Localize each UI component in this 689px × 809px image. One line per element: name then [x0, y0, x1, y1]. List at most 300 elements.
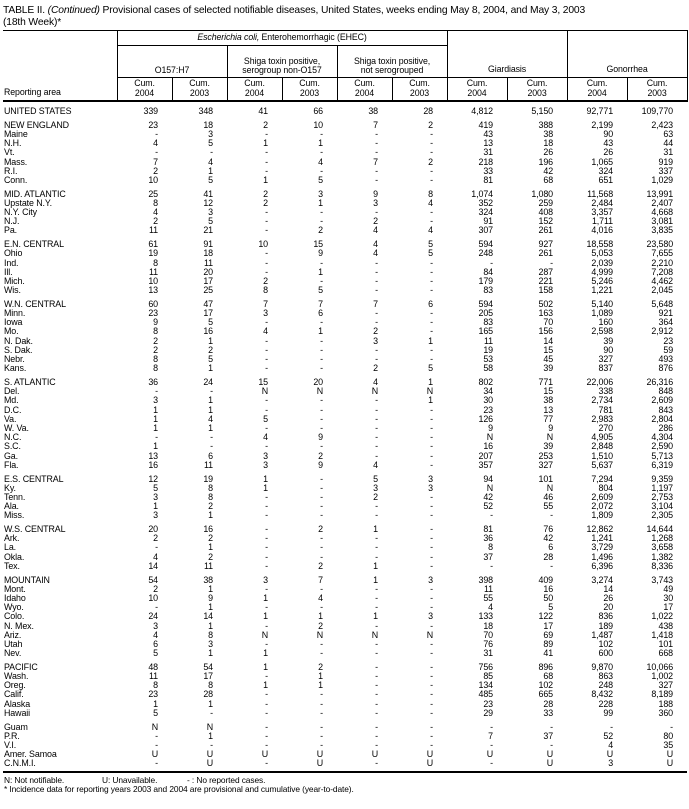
reporting-area-cell: Tex. [4, 560, 20, 571]
value-cell: 11 [148, 671, 158, 682]
value-cell: 6 [153, 638, 158, 649]
value-cell: - [430, 423, 434, 433]
value-cell: 22,006 [586, 376, 614, 387]
value-cell: 2,407 [651, 197, 674, 208]
value-cell: 248 [598, 680, 614, 691]
table-row-utah [3, 640, 687, 649]
value-cell: - [375, 501, 378, 512]
value-cell: U [546, 749, 554, 760]
value-cell: - [430, 138, 434, 149]
value-cell: 1 [263, 482, 268, 493]
value-cell: - [320, 395, 323, 406]
value-cell: - [320, 473, 323, 484]
value-cell: - [430, 721, 434, 732]
value-cell: - [320, 721, 323, 732]
value-cell: 60 [148, 298, 158, 309]
value-cell: 7,208 [651, 266, 674, 277]
value-cell: 600 [598, 648, 614, 659]
reporting-area-cell: Ind. [4, 257, 19, 268]
value-cell: 927 [538, 239, 554, 250]
value-cell: 14,644 [646, 524, 674, 535]
value-cell: 6 [428, 298, 434, 309]
value-cell: N [486, 432, 494, 443]
value-cell: - [430, 592, 434, 603]
value-cell: - [155, 602, 158, 613]
value-cell: - [320, 698, 323, 709]
value-cell: 9 [318, 432, 323, 443]
value-cell: 26 [603, 147, 614, 158]
value-cell: 4 [318, 156, 323, 167]
value-cell: - [375, 542, 378, 553]
value-cell: 7 [318, 298, 323, 309]
value-cell: 14 [543, 335, 554, 346]
value-cell: - [550, 721, 554, 732]
value-cell: 4 [153, 551, 158, 562]
value-cell: - [210, 707, 213, 718]
value-cell: 66 [313, 106, 323, 116]
value-cell: 23,580 [646, 239, 674, 250]
value-cell: - [320, 583, 323, 594]
value-cell: - [375, 395, 378, 406]
value-cell: - [265, 165, 268, 176]
value-cell: - [320, 165, 323, 176]
value-cell: - [375, 432, 378, 443]
footnote-incidence [4, 785, 687, 795]
value-cell: - [210, 441, 213, 452]
value-cell: 152 [538, 216, 554, 227]
value-cell: U [151, 749, 158, 760]
value-cell: 2,912 [651, 326, 674, 337]
value-cell: 4 [263, 432, 268, 443]
subgroup-not-serogrouped-header [337, 46, 447, 78]
col-header-o157-cum-2004: Cum. 2004 [117, 78, 172, 102]
value-cell: 1 [153, 423, 158, 433]
value-cell: - [265, 266, 268, 277]
value-cell: - [430, 308, 434, 319]
value-cell: 1 [318, 680, 323, 691]
value-cell: 13 [483, 138, 494, 149]
value-cell: 9,359 [651, 473, 674, 484]
reporting-area-cell: V.I. [4, 740, 17, 750]
giardiasis-group-header: Giardiasis [447, 31, 567, 78]
value-cell: 4,999 [591, 266, 614, 277]
value-cell: 4 [263, 326, 268, 337]
value-cell: - [375, 730, 378, 741]
value-cell: - [320, 707, 323, 718]
value-cell: 89 [543, 638, 554, 649]
value-cell: 4 [488, 602, 494, 613]
value-cell: 1,418 [651, 629, 674, 640]
reporting-area-cell: MID. ATLANTIC [4, 188, 66, 199]
value-cell: - [265, 510, 268, 521]
reporting-area-cell: Tenn. [4, 491, 26, 502]
value-cell: U [426, 749, 434, 760]
value-cell: 1 [318, 266, 323, 277]
value-cell: - [375, 257, 378, 268]
value-cell: 8 [153, 363, 158, 374]
value-cell: 2 [318, 560, 323, 571]
table-row-e-s-central [3, 470, 687, 484]
value-cell: - [430, 174, 434, 185]
value-cell: 3 [373, 482, 378, 493]
value-cell: 42 [483, 491, 494, 502]
value-cell: 8 [208, 680, 213, 691]
value-cell: - [320, 404, 323, 415]
value-cell: 39 [543, 441, 554, 452]
value-cell: - [430, 450, 434, 461]
table-body [3, 101, 687, 772]
value-cell: 2,598 [591, 326, 614, 337]
value-cell: 126 [478, 413, 494, 424]
value-cell: 8 [153, 257, 158, 268]
table-row-d-c [3, 406, 687, 415]
value-cell: 38 [368, 106, 378, 116]
value-cell: 55 [543, 501, 554, 512]
value-cell: 23 [663, 335, 674, 346]
value-cell: 3 [428, 482, 434, 493]
value-cell: 41 [543, 648, 554, 659]
value-cell: 11 [484, 335, 494, 346]
value-cell: 134 [478, 680, 494, 691]
value-cell: N [371, 386, 378, 397]
value-cell: 781 [598, 404, 614, 415]
value-cell: 3 [263, 574, 268, 585]
value-cell: 1,809 [591, 510, 614, 521]
value-cell: 2 [373, 216, 378, 227]
table-row-s-dak [3, 346, 687, 355]
value-cell: - [265, 207, 268, 218]
table-row-e-n-central [3, 236, 687, 250]
value-cell: - [375, 698, 378, 709]
table-row-s-atlantic [3, 373, 687, 387]
value-cell: 228 [598, 698, 614, 709]
value-cell: - [265, 404, 268, 415]
value-cell: 23 [483, 698, 494, 709]
reporting-area-cell: Mich. [4, 275, 25, 286]
value-cell: - [430, 165, 434, 176]
value-cell: 5,637 [591, 459, 614, 470]
table-row-ga [3, 452, 687, 461]
value-cell: - [320, 648, 323, 659]
value-cell: 221 [538, 275, 554, 286]
value-cell: 1 [263, 661, 268, 672]
value-cell: - [430, 128, 434, 139]
value-cell: - [375, 138, 378, 149]
col-header-gonorrhea-cum-2004: Cum. 2004 [567, 78, 627, 102]
table-row-hawaii [3, 709, 687, 718]
value-cell: - [610, 721, 614, 732]
notifiable-diseases-table [3, 30, 688, 773]
value-cell: - [375, 592, 378, 603]
reporting-area-cell: W.N. CENTRAL [4, 298, 66, 309]
value-cell: U [206, 749, 213, 760]
value-cell: N [546, 432, 554, 443]
value-cell: 3 [208, 128, 213, 139]
value-cell: 8 [153, 197, 158, 208]
value-cell: - [320, 441, 323, 452]
reporting-area-cell: Ky. [4, 482, 16, 493]
value-cell: 101 [538, 473, 554, 484]
value-cell: - [550, 740, 554, 750]
reporting-area-cell: Mont. [4, 583, 26, 594]
table-row-upstate-n-y [3, 199, 687, 208]
value-cell: 2 [153, 216, 158, 227]
value-cell: 2 [263, 275, 268, 286]
value-cell: - [265, 441, 268, 452]
value-cell: 2,045 [651, 285, 674, 296]
table-row-ariz [3, 631, 687, 640]
table-label: TABLE II. [3, 5, 45, 16]
value-cell: 2 [153, 335, 158, 346]
value-cell: - [320, 602, 323, 613]
value-cell: - [210, 432, 213, 443]
value-cell: 188 [658, 698, 674, 709]
value-cell: U [486, 749, 494, 760]
value-cell: 1,089 [591, 308, 614, 319]
value-cell: 10 [148, 174, 158, 185]
value-cell: N [426, 386, 434, 397]
table-row-pacific [3, 658, 687, 672]
footnote-star: * Incidence data for reporting years 2003 and 2004 are provisional and cumulative (year-to-date). [4, 784, 354, 795]
value-cell: 2 [263, 188, 268, 199]
value-cell: - [375, 510, 378, 521]
reporting-area-cell: Hawaii [4, 707, 31, 718]
value-cell: - [210, 147, 213, 158]
value-cell: 10 [313, 119, 323, 130]
footnotes [3, 776, 687, 796]
value-cell: - [375, 620, 378, 631]
value-cell: - [265, 560, 268, 571]
value-cell: 85 [483, 671, 494, 682]
value-cell: - [375, 404, 378, 415]
value-cell: 9 [318, 248, 323, 259]
table-row-n-j [3, 217, 687, 226]
col-header-non-o157-cum-2004: Cum. 2004 [227, 78, 282, 102]
value-cell: 1,382 [651, 551, 674, 562]
value-cell: - [265, 147, 268, 158]
value-cell: N [371, 629, 378, 640]
value-cell: 4,905 [591, 432, 614, 443]
value-cell: 18 [483, 620, 494, 631]
table-row-wash [3, 672, 687, 681]
value-cell: 1,029 [651, 174, 674, 185]
value-cell: 76 [483, 638, 494, 649]
value-cell: - [430, 680, 434, 691]
value-cell: 756 [478, 661, 494, 672]
value-cell: 16 [203, 326, 213, 337]
value-cell: - [375, 707, 378, 718]
value-cell: 17 [543, 620, 554, 631]
value-cell: 2 [208, 501, 213, 512]
value-cell: - [375, 450, 378, 461]
value-cell: 19 [203, 473, 213, 484]
value-cell: 5 [208, 317, 213, 328]
value-cell: 2 [373, 491, 378, 502]
value-cell: 1 [318, 197, 323, 208]
value-cell: 324 [598, 165, 614, 176]
value-cell: - [265, 583, 268, 594]
value-cell: - [430, 413, 434, 424]
value-cell: 1,487 [591, 629, 614, 640]
value-cell: 3 [208, 207, 213, 218]
value-cell: 5,648 [651, 298, 674, 309]
value-cell: - [320, 689, 323, 700]
value-cell: - [265, 501, 268, 512]
footnote-n: N: Not notifiable. [4, 774, 65, 785]
value-cell: 61 [148, 239, 158, 250]
value-cell: 327 [658, 680, 674, 691]
value-cell: 2 [373, 326, 378, 337]
value-cell: - [375, 147, 378, 158]
value-cell: - [265, 620, 268, 631]
reporting-area-cell: S. ATLANTIC [4, 376, 56, 387]
value-cell: 4 [153, 207, 158, 218]
table-row-mass [3, 158, 687, 167]
value-cell: 1 [208, 698, 213, 709]
value-cell: - [430, 317, 434, 328]
value-cell: - [430, 344, 434, 355]
value-cell: 91 [483, 216, 494, 227]
value-cell: 3,081 [651, 216, 674, 227]
subgroup-non-o157-line1: Shiga toxin positive, [243, 55, 321, 66]
reporting-area-cell: Ala. [4, 501, 19, 512]
value-cell: 28 [543, 551, 554, 562]
value-cell: 59 [663, 344, 674, 355]
footnote-u: U: Unavailable. [102, 774, 158, 785]
value-cell: 28 [203, 689, 213, 700]
value-cell: 37 [483, 551, 494, 562]
value-cell: N [486, 482, 494, 493]
value-cell: 9 [488, 423, 494, 433]
value-cell: - [375, 602, 378, 613]
value-cell: - [490, 510, 494, 521]
value-cell: 502 [538, 298, 554, 309]
value-cell: 158 [538, 285, 554, 296]
value-cell: 9 [153, 317, 158, 328]
value-cell: - [320, 510, 323, 521]
ehec-group-header [117, 31, 447, 46]
value-cell: 4,304 [651, 432, 674, 443]
value-cell: 665 [538, 689, 554, 700]
value-cell: 11 [203, 459, 213, 470]
table-row-nev [3, 649, 687, 658]
table-row-n-h [3, 139, 687, 148]
value-cell: 1 [208, 404, 213, 415]
reporting-area-cell: Minn. [4, 308, 26, 319]
value-cell: 3 [153, 510, 158, 521]
value-cell: 7 [373, 119, 378, 130]
value-cell: 18,558 [586, 239, 614, 250]
value-cell: 69 [543, 629, 554, 640]
reporting-area-cell: Idaho [4, 592, 26, 603]
value-cell: 259 [538, 197, 554, 208]
value-cell: 20 [148, 524, 158, 535]
value-cell: 8 [153, 680, 158, 691]
value-cell: 287 [538, 266, 554, 277]
value-cell: 8 [208, 629, 213, 640]
value-cell: 25 [148, 188, 158, 199]
value-cell: 5 [428, 363, 434, 374]
value-cell: - [265, 602, 268, 613]
value-cell: 5 [263, 413, 268, 424]
value-cell: 1,197 [651, 482, 674, 493]
value-cell: - [265, 257, 268, 268]
value-cell: - [375, 671, 378, 682]
value-cell: 352 [478, 197, 494, 208]
value-cell: 31 [483, 147, 494, 158]
value-cell: 91 [203, 239, 213, 250]
value-cell: 7 [373, 298, 378, 309]
value-cell: 10 [148, 275, 158, 286]
value-cell: 19 [148, 248, 158, 259]
value-cell: 1 [428, 395, 434, 406]
value-cell: 4 [153, 629, 158, 640]
value-cell: - [265, 533, 268, 544]
value-cell: - [320, 533, 323, 544]
reporting-area-cell: Amer. Samoa [4, 749, 57, 760]
value-cell: - [265, 638, 268, 649]
value-cell: - [375, 680, 378, 691]
value-cell: 327 [598, 354, 614, 365]
value-cell: - [430, 648, 434, 659]
value-cell: 99 [603, 707, 614, 718]
value-cell: 11 [148, 225, 158, 236]
value-cell: 837 [598, 363, 614, 374]
value-cell: 286 [658, 423, 674, 433]
value-cell: 29 [483, 707, 494, 718]
value-cell: 1,080 [531, 188, 554, 199]
reporting-area-cell: Ohio [4, 248, 23, 259]
value-cell: N [261, 629, 268, 640]
value-cell: - [375, 441, 378, 452]
value-cell: - [320, 413, 323, 424]
value-cell: U [371, 749, 378, 760]
value-cell: - [227, 759, 282, 771]
table-row-ky [3, 484, 687, 493]
value-cell: 5 [153, 707, 158, 718]
value-cell: 3,835 [651, 225, 674, 236]
value-cell: 70 [483, 629, 494, 640]
reporting-area-cell: S.C. [4, 441, 21, 452]
value-cell: - [375, 583, 378, 594]
value-cell: 101 [658, 638, 674, 649]
value-cell: - [265, 721, 268, 732]
value-cell: 83 [483, 317, 494, 328]
value-cell: - [430, 560, 434, 571]
reporting-area-cell: Ark. [4, 533, 20, 544]
value-cell: 2 [153, 533, 158, 544]
value-cell: 163 [538, 308, 554, 319]
value-cell: 38 [203, 574, 213, 585]
value-cell: 16 [543, 583, 554, 594]
value-cell: - [430, 441, 434, 452]
value-cell: 2,753 [651, 491, 674, 502]
value-cell: 1 [208, 602, 213, 613]
value-cell: 2,423 [651, 119, 674, 130]
subgroup-notsero-line1: Shiga toxin positive, [353, 55, 431, 66]
value-cell: 25 [203, 285, 213, 296]
reporting-area-cell: Upstate N.Y. [4, 197, 52, 208]
value-cell: 94 [483, 473, 494, 484]
value-cell: - [430, 620, 434, 631]
reporting-area-cell: MOUNTAIN [4, 574, 50, 585]
value-cell: N [261, 386, 268, 397]
value-cell: 2,609 [651, 395, 674, 406]
value-cell: 7 [153, 156, 158, 167]
reporting-area-cell: Wyo. [4, 602, 24, 613]
table-row-idaho [3, 594, 687, 603]
value-cell: 6 [318, 308, 323, 319]
